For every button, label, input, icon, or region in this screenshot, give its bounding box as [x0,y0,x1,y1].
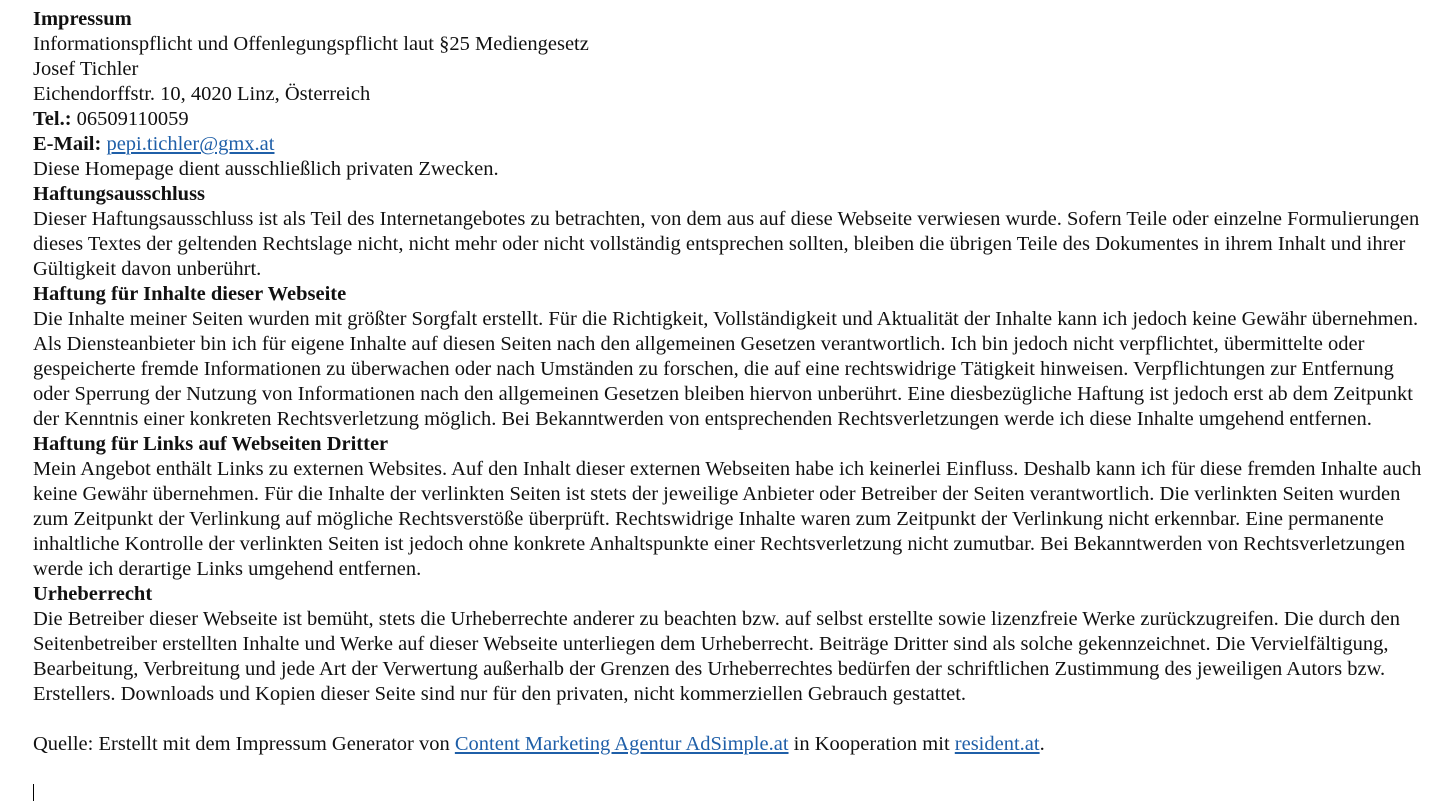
section-text-links-liability: Mein Angebot enthält Links zu externen Websites. Auf den Inhalt dieser externen Webseiten habe ich keinerlei Einfluss. Deshalb kann ich für diese fremden Inhalte auch keine Gewähr übernehmen. Für die Inhalte der verlinkten Seiten ist stets der jeweilige Anbieter oder Betreiber der Seiten verantwortlich. Die verlinkten Seiten wurden zum Zeitpunkt der Verlinkung auf mögliche Rechtsverstöße überprüft. Rechtswidrige Inhalte waren zum Zeitpunkt der Verlinkung nicht erkennbar. Eine permanente inhaltliche Kontrolle der verlinkten Seiten ist jedoch ohne konkrete Anhaltspunkte einer Rechtsverletzung nicht zumutbar. Bei Bekanntwerden von Rechtsverletzungen werde ich derartige Links umgehend entfernen. [33,458,1422,580]
section-heading-content-liability: Haftung für Inhalte dieser Webseite [33,283,347,305]
email-link[interactable]: pepi.tichler@gmx.at [106,133,275,155]
adsimple-link[interactable]: Content Marketing Agentur AdSimple.at [454,733,789,755]
source-suffix: . [1039,733,1045,755]
owner-address: Eichendorffstr. 10, 4020 Linz, Österreich [33,83,371,105]
section-text-disclaimer: Dieser Haftungsausschluss ist als Teil des Internetangebotes zu betrachten, von dem aus auf diese Webseite verwiesen wurde. Sofern Teile oder einzelne Formulierungen dieses Textes der geltenden Rechtslage nicht, nicht mehr oder nicht vollständig entsprechen sollten, bleiben die übrigen Teile des Dokumentes in ihrem Inhalt und ihrer Gültigkeit davon unberührt. [33,208,1420,280]
email-line [33,132,1428,157]
source-prefix: Quelle: Erstellt mit dem Impressum Generator von [33,733,455,755]
source-line [33,732,1428,757]
blank-line [33,707,1428,732]
email-label: E-Mail: [33,133,102,155]
section-heading-copyright: Urheberrecht [33,583,153,605]
info-obligation-line: Informationspflicht und Offenlegungspflicht laut §25 Mediengesetz [33,33,589,55]
phone-value: 06509110059 [71,108,189,130]
text-cursor [33,784,34,801]
section-heading-disclaimer: Haftungsausschluss [33,183,206,205]
phone-line [33,107,1428,132]
impressum-document [33,7,1428,757]
page-title: Impressum [33,8,132,30]
section-heading-links-liability: Haftung für Links auf Webseiten Dritter [33,433,389,455]
source-middle: in Kooperation mit [788,733,955,755]
phone-label: Tel.: [33,108,72,130]
section-text-copyright: Die Betreiber dieser Webseite ist bemüht, stets die Urheberrechte anderer zu beachten bzw. auf selbst erstellte sowie lizenzfreie Werke zurückzugreifen. Die durch den Seitenbetreiber erstellten Inhalte und Werke auf dieser Webseite unterliegen dem Urheberrecht. Beiträge Dritter sind als solche gekennzeichnet. Die Vervielfältigung, Bearbeitung, Verbreitung und jede Art der Verwertung außerhalb der Grenzen des Urheberrechtes bedürfen der schriftlichen Zustimmung des jeweiligen Autors bzw. Erstellers. Downloads und Kopien dieser Seite sind nur für den privaten, nicht kommerziellen Gebrauch gestattet. [33,608,1400,705]
owner-name: Josef Tichler [33,58,139,80]
purpose-statement: Diese Homepage dient ausschließlich privaten Zwecken. [33,158,499,180]
resident-link[interactable]: resident.at [954,733,1040,755]
section-text-content-liability: Die Inhalte meiner Seiten wurden mit größter Sorgfalt erstellt. Für die Richtigkeit, Vollständigkeit und Aktualität der Inhalte kann ich jedoch keine Gewähr übernehmen. Als Diensteanbieter bin ich für eigene Inhalte auf diesen Seiten nach den allgemeinen Gesetzen verantwortlich. Ich bin jedoch nicht verpflichtet, übermittelte oder gespeicherte fremde Informationen zu überwachen oder nach Umständen zu forschen, die auf eine rechtswidrige Tätigkeit hinweisen. Verpflichtungen zur Entfernung oder Sperrung der Nutzung von Informationen nach den allgemeinen Gesetzen bleiben hiervon unberührt. Eine diesbezügliche Haftung ist jedoch erst ab dem Zeitpunkt der Kenntnis einer konkreten Rechtsverletzung möglich. Bei Bekanntwerden von entsprechenden Rechtsverletzungen werde ich diese Inhalte umgehend entfernen. [33,308,1419,430]
